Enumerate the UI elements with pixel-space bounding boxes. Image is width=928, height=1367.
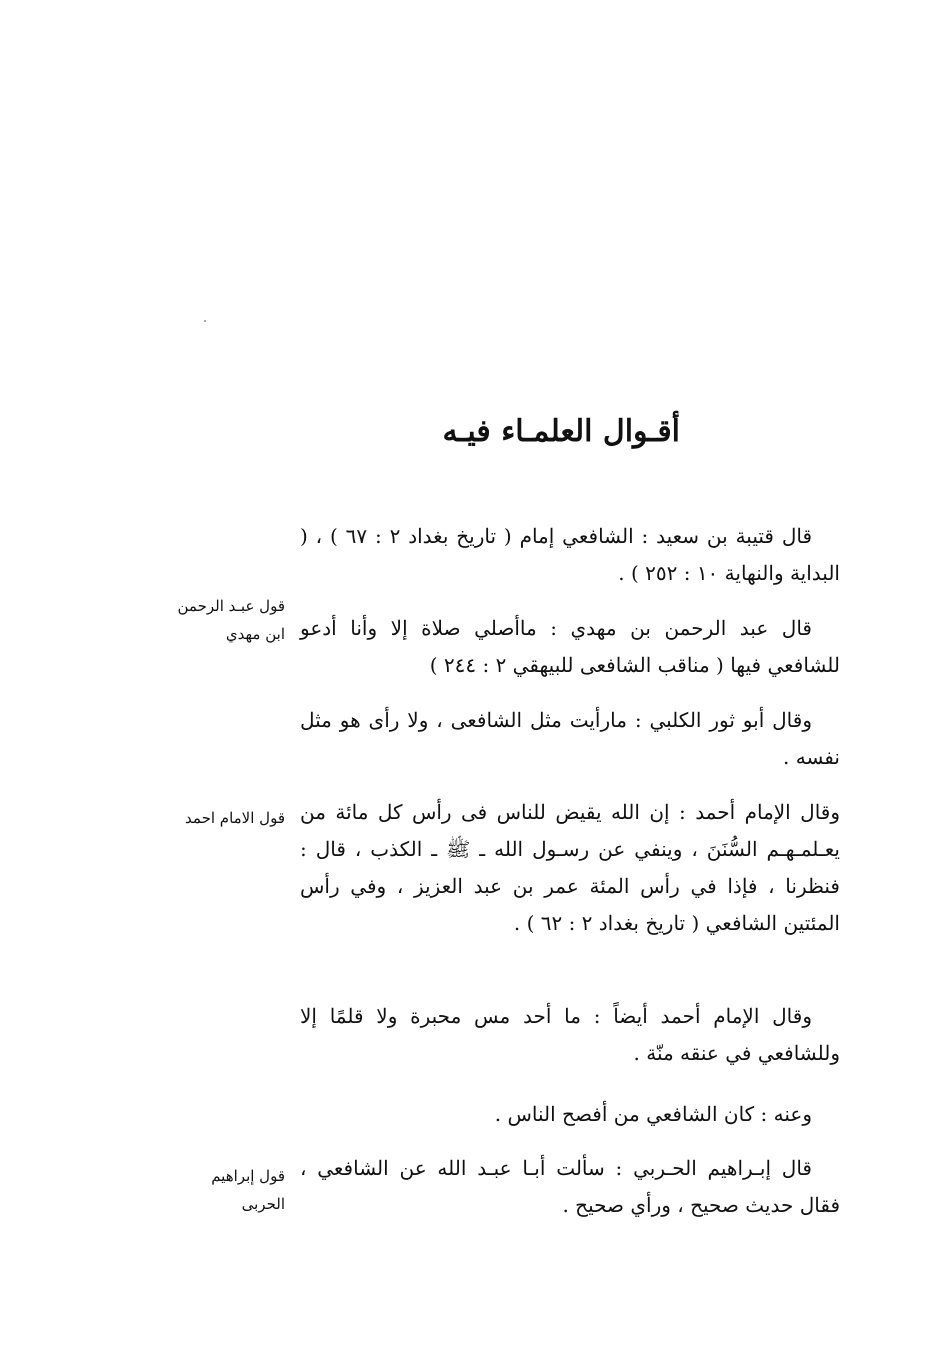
paragraph-harbi — [300, 1150, 840, 1224]
section-title: أقـوال العلمـاء فيـه — [442, 414, 680, 449]
paragraph-imam-ahmad-2 — [300, 998, 840, 1072]
paragraph-text: وقال أبو ثور الكلبي : مارأيت مثل الشافعى ، ولا رأى هو مثل نفسه . — [300, 708, 840, 769]
scan-speck — [204, 320, 206, 322]
side-note-imam-ahmad: قول الامام احمد — [185, 809, 285, 827]
paragraph-qutayba — [300, 518, 840, 592]
paragraph-text: وقال الإمام أحمد : إن الله يقيض للناس فى رأس كل مائة من يعـلمـهـم السُّنَنَ ، وينفي عن رسـول الله ـ ﷺ ـ الكذب ، قال : فنظرنا ، فإذا في رأس المئة عمر بن عبد العزيز ، وفي رأس المئتين الشافعي ( تاريخ بغداد ٢ : ٦٢ ) . — [300, 800, 840, 935]
paragraph-text: وعنه : كان الشافعي من أفصح الناس . — [494, 1102, 812, 1126]
paragraph-imam-ahmad — [300, 794, 840, 942]
paragraph-text: وقال الإمام أحمد أيضاً : ما أحد مس محبرة ولا قلمًا إلا وللشافعي في عنقه منّة . — [300, 1004, 840, 1065]
side-note-ibn-mahdi: قول عبـد الرحمن ابن مهدي — [177, 597, 285, 643]
paragraph-text: قال عبد الرحمن بن مهدي : ماأصلي صلاة إلا وأنا أدعو للشافعي فيها ( مناقب الشافعى للبيهقي ٢ : ٢٤٤ ) — [300, 616, 840, 677]
side-note-harbi: قول إبراهيم الحربى — [211, 1167, 285, 1213]
paragraph-wa-anhu — [300, 1096, 840, 1133]
paragraph-ibn-mahdi — [300, 610, 840, 684]
paragraph-text: قال إبـراهيم الحـربي : سألت أبـا عبـد الله عن الشافعي ، فقال حديث صحيح ، ورأي صحيح . — [300, 1156, 840, 1217]
paragraph-abu-thawr — [300, 702, 840, 776]
paragraph-text: قال قتيبة بن سعيد : الشافعي إمام ( تاريخ بغداد ٢ : ٦٧ ) ، ( البداية والنهاية ١٠ : ٢٥٢ ) . — [300, 524, 840, 585]
